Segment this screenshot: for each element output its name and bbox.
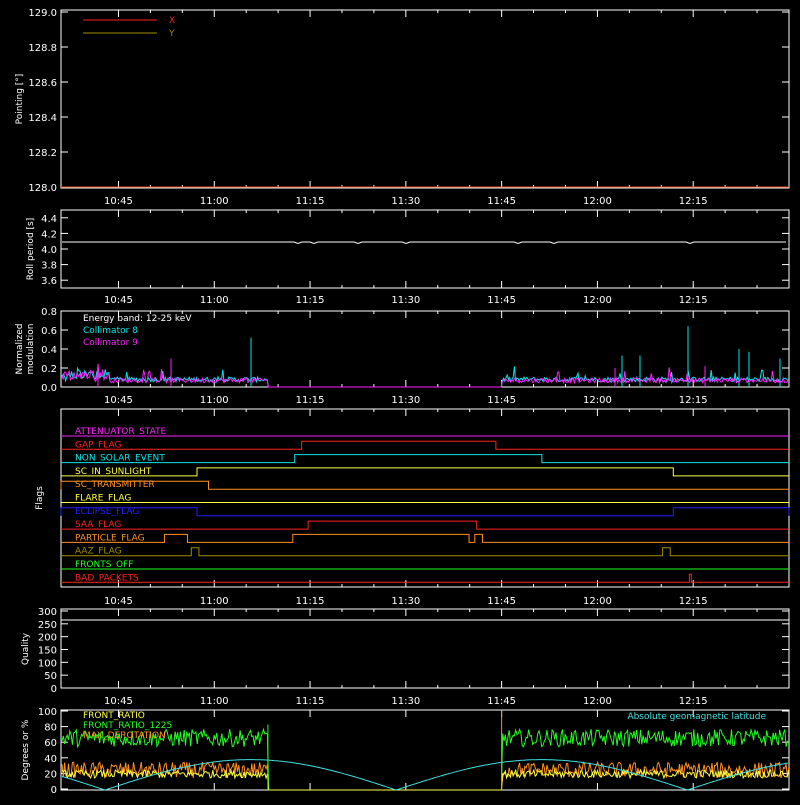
quality-ylabel: Quality — [21, 632, 31, 666]
x-tick-label: 11:00 — [199, 596, 229, 607]
x-tick-label: 12:15 — [678, 295, 708, 306]
y-tick-label: 200 — [37, 632, 57, 644]
x-tick-label: 11:00 — [199, 196, 229, 207]
y-tick-label: 3.8 — [41, 260, 57, 272]
y-tick-label: 0.2 — [41, 364, 57, 375]
flag-lines — [61, 427, 789, 583]
y-tick-label: 60 — [44, 738, 57, 750]
flag-label-attenuator-state: ATTENUATOR_STATE — [75, 427, 167, 437]
y-tick-label: 0 — [50, 785, 57, 796]
x-tick-label: 12:15 — [678, 596, 708, 607]
modulation-x-ticks — [104, 311, 757, 406]
x-tick-label: 11:15 — [295, 596, 325, 607]
y-tick-label: 80 — [44, 722, 57, 734]
y-tick-label: 3.6 — [41, 276, 57, 288]
panel-ratios — [21, 707, 789, 796]
flags-x-ticks — [104, 409, 757, 607]
x-tick-label: 11:00 — [199, 696, 229, 707]
x-tick-label: 11:00 — [199, 295, 229, 306]
flag-line — [61, 481, 789, 489]
x-tick-label: 11:30 — [391, 395, 421, 406]
x-tick-label: 11:45 — [487, 395, 517, 406]
y-tick-label: 50 — [44, 671, 57, 683]
x-tick-label: 12:00 — [583, 696, 612, 707]
pointing-ylabel: Pointing [°] — [15, 73, 25, 125]
x-tick-label: 10:45 — [104, 596, 133, 607]
y-tick-label: 150 — [37, 645, 57, 657]
x-tick-label: 12:15 — [678, 196, 708, 207]
legend-front-ratio: FRONT_RATIO — [83, 711, 145, 721]
y-tick-label: 0 — [50, 684, 57, 695]
flag-label-non-solar-event: NON_SOLAR_EVENT — [75, 453, 165, 464]
legend-y-label: Y — [169, 29, 175, 39]
flag-line — [61, 455, 789, 463]
y-tick-label: 128.4 — [28, 113, 57, 124]
roll-ylabel: Roll period [s] — [26, 217, 36, 281]
flag-label-aaz-flag: AAZ_FLAG — [75, 546, 122, 557]
panel-flags — [35, 409, 789, 607]
y-tick-label: 4.0 — [41, 245, 57, 256]
y-tick-label: 250 — [37, 619, 57, 631]
y-tick-label: 128.8 — [28, 43, 57, 54]
legend-max-derotation: MAX_DEROTATION — [83, 731, 166, 741]
roll-series — [62, 242, 786, 244]
panel-roll-period — [26, 210, 789, 306]
x-tick-label: 10:45 — [104, 196, 133, 207]
flags-ylabel: Flags — [35, 486, 45, 510]
roll-x-ticks — [104, 210, 757, 306]
x-tick-label: 11:30 — [391, 696, 421, 707]
roll-y-ticks — [41, 214, 789, 287]
panel-quality — [21, 607, 789, 707]
y-tick-label: 40 — [44, 753, 57, 765]
flag-line — [61, 508, 789, 516]
flag-label-saa-flag: SAA_FLAG — [75, 520, 122, 531]
flag-line — [61, 468, 789, 476]
flag-label-particle-flag: PARTICLE_FLAG — [75, 533, 145, 544]
y-tick-label: 4.2 — [41, 229, 57, 241]
legend-collimator-8: Collimator 8 — [83, 326, 138, 336]
quality-frame — [61, 609, 789, 688]
y-tick-label: 4.4 — [41, 213, 57, 225]
flag-line — [61, 574, 789, 582]
flag-line — [61, 534, 789, 542]
x-tick-label: 12:15 — [678, 696, 708, 707]
flag-label-sc-transmitter: SC_TRANSMITTER — [75, 480, 155, 491]
flag-label-fronts-off: FRONTS_OFF — [75, 560, 134, 570]
flag-line — [61, 521, 789, 529]
flag-label-eclipse-flag: ECLIPSE_FLAG — [75, 506, 140, 517]
x-tick-label: 11:45 — [487, 696, 517, 707]
x-tick-label: 11:15 — [295, 696, 325, 707]
y-tick-label: 128.0 — [28, 183, 57, 194]
x-tick-label: 11:15 — [295, 395, 325, 406]
legend-collimator-9: Collimator 9 — [83, 338, 138, 348]
x-tick-label: 10:45 — [104, 696, 133, 707]
x-tick-label: 11:30 — [391, 596, 421, 607]
x-tick-label: 10:45 — [104, 395, 133, 406]
x-tick-label: 11:00 — [199, 395, 229, 406]
flag-label-flare-flag: FLARE_FLAG — [75, 493, 132, 504]
x-tick-label: 10:45 — [104, 295, 133, 306]
ratios-ylabel: Degrees or % — [21, 719, 31, 781]
x-tick-label: 11:45 — [487, 596, 517, 607]
roll-frame — [61, 210, 789, 288]
pointing-y-ticks — [28, 8, 789, 194]
x-tick-label: 12:15 — [678, 395, 708, 406]
modulation-ylabel-line1: Normalized — [15, 323, 25, 375]
modulation-ylabel-line2: modulation — [26, 323, 36, 375]
y-tick-label: 0.6 — [41, 326, 57, 337]
panel-pointing — [15, 8, 789, 207]
x-tick-label: 12:00 — [583, 196, 612, 207]
x-tick-label: 11:15 — [295, 295, 325, 306]
y-tick-label: 20 — [44, 769, 57, 781]
flag-line — [61, 441, 789, 449]
x-tick-label: 12:00 — [583, 295, 612, 306]
x-tick-label: 11:30 — [391, 196, 421, 207]
legend-geomagnetic-latitude: Absolute geomagnetic latitude — [627, 712, 766, 722]
quality-x-ticks — [104, 609, 757, 707]
y-tick-label: 128.2 — [28, 148, 57, 159]
flag-line — [61, 548, 789, 556]
y-tick-label: 100 — [37, 707, 57, 718]
legend-x-label: X — [169, 16, 176, 26]
y-tick-label: 0.4 — [41, 345, 57, 356]
panel-modulation — [15, 307, 789, 406]
flag-label-sc-in-sunlight: SC_IN_SUNLIGHT — [75, 466, 152, 477]
x-tick-label: 12:00 — [583, 395, 612, 406]
y-tick-label: 100 — [37, 658, 57, 670]
x-tick-label: 11:45 — [487, 196, 517, 207]
flag-label-bad-packets: BAD_PACKETS — [75, 573, 139, 584]
x-tick-label: 11:45 — [487, 295, 517, 306]
pointing-x-ticks — [104, 10, 757, 207]
y-tick-label: 129.0 — [28, 8, 57, 19]
y-tick-label: 0.8 — [41, 307, 57, 318]
x-tick-label: 11:15 — [295, 196, 325, 207]
legend-front-ratio-1225: FRONT_RATIO_1225 — [83, 721, 173, 731]
y-tick-label: 128.6 — [28, 78, 57, 89]
energy-band-label: Energy band: 12-25 keV — [83, 314, 192, 324]
flag-label-gap-flag: GAP_FLAG — [75, 440, 122, 451]
y-tick-label: 0.0 — [41, 383, 57, 394]
x-tick-label: 12:00 — [583, 596, 612, 607]
collimator-9-series — [62, 359, 788, 388]
x-tick-label: 11:30 — [391, 295, 421, 306]
y-tick-label: 300 — [37, 607, 57, 618]
